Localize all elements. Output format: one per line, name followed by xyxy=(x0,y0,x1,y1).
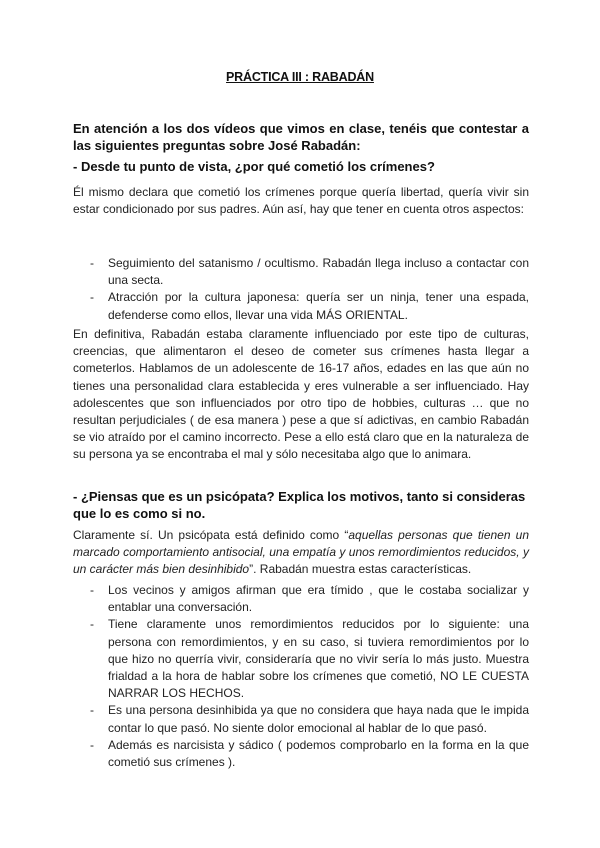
list-item: - Los vecinos y amigos afirman que era tímido , que le costaba socializar y entablar una conversación. xyxy=(73,582,529,616)
answer-1-paragraph: Él mismo declara que cometió los crímenes porque quería libertad, quería vivir sin estar condicionado por sus padres. Aún así, hay que tener en cuenta otros aspectos: xyxy=(73,185,529,217)
answer-2-paragraph xyxy=(73,527,529,579)
intro-paragraph: En atención a los dos vídeos que vimos en clase, tenéis que contestar a las siguientes preguntas sobre José Rabadán: xyxy=(73,121,529,153)
list-item: - Es una persona desinhibida ya que no considera que haya nada que le impida contar lo que pasó. No siente dolor emocional al hablar de lo que pasó. xyxy=(73,702,529,736)
question-2: - ¿Piensas que es un psicópata? Explica los motivos, tanto si consideras que lo es como si no. xyxy=(73,489,526,521)
list-item: - Seguimiento del satanismo / ocultismo. Rabadán llega incluso a contactar con una secta. xyxy=(73,255,529,289)
answer-1-conclusion: En definitiva, Rabadán estaba claramente influenciado por este tipo de culturas, creencias, que alimentaron el deseo de cometer sus crímenes hasta llegar a cometerlos. Hablamos de un adolescente de 16-17 años, edades en las que aún no tienes una personalidad clara establecida y eres vulnerable a ser influenciado. Hay adolescentes que son influenciados por otro tipo de hobbies, culturas … que no resultan perjudiciales ( de esa manera ) pese a que sí adictivas, en cambio Rabadán se vio atraído por el camino incorrecto. Pese a ello está claro que en la naturaleza de su persona ya se encontraba el mal y sólo necesitaba algo que lo animara. xyxy=(73,327,529,462)
list-item: - Además es narcisista y sádico ( podemos comprobarlo en la forma en la que cometió sus crímenes ). xyxy=(73,737,529,771)
answer-2-end: ”. Rabadán muestra estas características. xyxy=(249,562,472,577)
answer-2-start: Claramente sí. Un psicópata está definido como “ xyxy=(73,528,349,542)
list-item: - Tiene claramente unos remordimientos reducidos por lo siguiente: una persona con remordimientos, y en su caso, si tuviera remordimientos por lo que hizo no querría vivir, consideraría que no vivir sería lo más justo. Muestra frialdad a la hora de hablar sobre los crímenes que cometió, NO LE CUESTA NARRAR LOS HECHOS. xyxy=(73,616,529,702)
list-item: - Atracción por la cultura japonesa: quería ser un ninja, tener una espada, defenderse como ellos, llevar una vida MÁS ORIENTAL. xyxy=(73,289,529,323)
psychopath-definition-quote: aquellas personas que tienen un marcado comportamiento antisocial, una empatía y unos remordimientos reducidos, y un carácter más bien desinhibido xyxy=(73,528,529,577)
answer-2-list xyxy=(73,582,529,771)
question-1: - Desde tu punto de vista, ¿por qué cometió los crímenes? xyxy=(73,159,435,174)
page-title: PRÁCTICA III : RABADÁN xyxy=(226,70,374,84)
answer-1-list xyxy=(73,255,529,324)
